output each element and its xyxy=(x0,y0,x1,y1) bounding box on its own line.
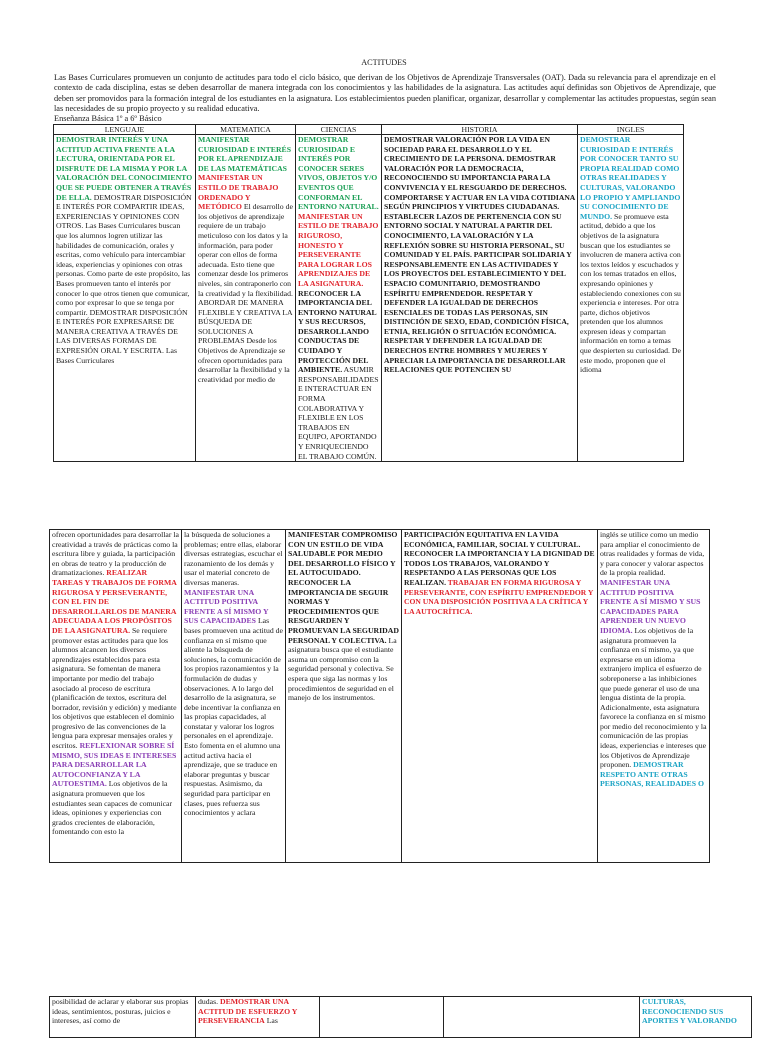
cell-ingles xyxy=(598,530,710,863)
cell-ciencias xyxy=(320,997,444,1038)
attitude-heading: DEMOSTRAR CURIOSIDAD E INTERÉS POR CONOCER SERES VIVOS, OBJETOS Y/O EVENTOS QUE CONFORMAN EL ENTORNO NATURAL. xyxy=(298,135,379,212)
cell-text: Se requiere promover estas actitudes para que los alumnos alcancen los diversos aprendizajes establecidos para esta asignatura. Se fomentan de manera importante por medio del trabajo asociado al proceso de escritura (planificación de textos, escritura del borrador, revisión y edición) y mediante los objetivos que establecen el dominio progresivo de las convenciones de la lengua para expresar mensajes orales y escritos. xyxy=(52,625,177,751)
table-row xyxy=(54,135,684,462)
cell-ciencias xyxy=(286,530,402,863)
cell-text: El desarrollo de los objetivos de aprendizaje requiere de un trabajo meticuloso con los datos y la información, para poder operar con ellos de forma adecuada. Esto tiene que comenzar desde los primeros niveles, sin contraponerlo con la creatividad y la flexibilidad. ABORDAR DE MANERA FLEXIBLE Y CREATIVA LA BÚSQUEDA DE SOLUCIONES A PROBLEMAS Desde los Objetivos de Aprendizaje se ofrecen oportunidades para desarrollar la flexibilidad y la creatividad por medio de xyxy=(198,202,293,384)
cell-text: Los objetivos de la asignatura promueven que los estudiantes sean capaces de comunicar ideas, opiniones y experiencias con grados crecientes de elaboración, fomentando con esto la xyxy=(52,779,173,837)
attitude-heading: MANIFESTAR UN ESTILO DE TRABAJO ORDENADO Y METÓDICO xyxy=(198,173,279,212)
cell-lenguaje xyxy=(50,530,182,863)
attitude-heading: CULTURAS, RECONOCIENDO SUS APORTES Y VALORANDO xyxy=(642,997,737,1026)
attitude-heading: TRABAJAR EN FORMA RIGUROSA Y PERSEVERANTE, CON ESPÍRITU EMPRENDEDOR Y CON UNA DISPOSICIÓN POSITIVA A LA CRÍTICA Y LA AUTOCRÍTICA. xyxy=(404,577,594,616)
header-ciencias: CIENCIAS xyxy=(296,125,382,135)
attitudes-table-page-2 xyxy=(49,529,710,863)
attitude-heading: DEMOSTRAR INTERÉS Y UNA ACTITUD ACTIVA FRENTE A LA LECTURA, ORIENTADA POR EL DISFRUTE DE LA MISMA Y POR LA VALORACIÓN DEL CONOCIMIENTO QUE SE PUEDE OBTENER A TRAVÉS DE ELLA. xyxy=(56,135,193,202)
cell-text: Las xyxy=(264,1016,278,1026)
attitude-heading: MANIFESTAR COMPROMISO CON UN ESTILO DE VIDA SALUDABLE POR MEDIO DEL DESARROLLO FÍSICO Y EL AUTOCUIDADO. RECONOCER LA IMPORTANCIA DE SEGUIR NORMAS Y PROCEDIMIENTOS QUE RESGUARDEN Y PROMUEVAN LA SEGURIDAD PERSONAL Y COLECTIVA. xyxy=(288,530,399,645)
attitude-heading: PARTICIPACIÓN EQUITATIVA EN LA VIDA ECONÓMICA, FAMILIAR, SOCIAL Y CULTURAL. RECONOCER LA IMPORTANCIA Y LA DIGNIDAD DE TODOS LOS TRABAJOS, VALORANDO Y RESPETANDO A LAS PERSONAS QUE LOS REALIZAN. xyxy=(404,530,595,587)
cell-ingles xyxy=(640,997,752,1038)
cell-text: inglés se utilice como un medio para ampliar el conocimiento de otras realidades y formas de vida, y para conocer y valorar aspectos de la propia realidad. xyxy=(600,530,705,578)
cell-text: La asignatura busca que el estudiante asuma un compromiso con la seguridad personal y colectiva. Se espera que siga las normas y los procedimientos de seguridad en el manejo de los instrumentos. xyxy=(288,635,397,703)
cell-matematica xyxy=(182,530,286,863)
attitudes-table-page-1 xyxy=(53,124,684,462)
table-row xyxy=(50,530,710,863)
table-header-row xyxy=(54,125,684,135)
attitude-heading: REALIZAR TAREAS Y TRABAJOS DE FORMA RIGUROSA Y PERSEVERANTE, CON EL FIN DE DESARROLLARLOS DE MANERA ADECUADA A LOS PROPÓSITOS DE LA ASIGNATURA. xyxy=(52,568,177,635)
intro-paragraph: Las Bases Curriculares promueven un conjunto de actitudes para todo el ciclo básico, que derivan de los Objetivos de Aprendizaje Transversales (OAT). Dada su relevancia para el aprendizaje en el contexto de cada disciplina, estas se deben desarrollar de manera integrada con los conocimientos y las habilidades de la asignatura. Las actitudes aquí definidas son Objetivos de Aprendizaje, que deben ser promovidos para la formación integral de los estudiantes en la asignatura. Los establecimientos pueden planificar, organizar, desarrollar y complementar las actitudes propuestas, según sean las necesidades de su propio proyecto y su realidad educativa. xyxy=(54,73,716,113)
attitude-heading: DEMOSTRAR CURIOSIDAD E INTERÉS POR CONOCER TANTO SU PROPIA REALIDAD COMO OTRAS REALIDADES Y CULTURAS, VALORANDO LO PROPIO Y AMPLIANDO SU CONOCIMIENTO DE MUNDO. xyxy=(580,135,681,221)
cell-text: Se promueve esta actitud, debido a que los objetivos de la asignatura buscan que los estudiantes se involucren de manera activa con los textos leídos y escuchados y con los temas tratados en ellos, expresando opiniones y estableciendo conexiones con su experiencia e intereses. Por otra parte, dichos objetivos pretenden que los alumnos expresen ideas y compartan información en torno a temas que despierten su curiosidad. De este modo, proponen que el idioma xyxy=(580,211,681,375)
table-row xyxy=(50,997,752,1038)
cell-text: Los objetivos de la asignatura promueven la confianza en sí mismo, ya que expresarse en un idioma extranjero implica el esfuerzo de sobreponerse a las inhibiciones que puede generar el uso de una lengua distinta de la propia. Adicionalmente, esta asignatura favorece la confianza en sí mismo por medio del reconocimiento y la comunicación de las propias ideas, experiencias e intereses que los Objetivos de Aprendizaje proponen. xyxy=(600,625,707,770)
cell-ingles xyxy=(578,135,684,462)
attitude-heading: DEMOSTRAR VALORACIÓN POR LA VIDA EN SOCIEDAD PARA EL DESARROLLO Y EL CRECIMIENTO DE LA PERSONA. DEMOSTRAR VALORACIÓN POR LA DEMOCRACIA, RECONOCIENDO SU IMPORTANCIA PARA LA CONVIVENCIA Y EL RESGUARDO DE DERECHOS. COMPORTARSE Y ACTUAR EN LA VIDA COTIDIANA SEGÚN PRINCIPIOS Y VIRTUDES CIUDADANAS. ESTABLECER LAZOS DE PERTENENCIA CON SU ENTORNO SOCIAL Y NATURAL A PARTIR DEL CONOCIMIENTO, LA VALORACIÓN Y LA REFLEXIÓN SOBRE SU HISTORIA PERSONAL, SU COMUNIDAD Y EL PAÍS. PARTICIPAR SOLIDARIA Y RESPONSABLEMENTE EN LAS ACTIVIDADES Y LOS PROYECTOS DEL ESTABLECIMIENTO Y DEL ESPACIO COMUNITARIO, DEMOSTRANDO ESPÍRITU EMPRENDEDOR. RESPETAR Y DEFENDER LA IGUALDAD DE DERECHOS ESENCIALES DE TODAS LAS PERSONAS, SIN DISTINCIÓN DE SEXO, EDAD, CONDICIÓN FÍSICA, ETNIA, RELIGIÓN O SITUACIÓN ECONÓMICA. RESPETAR Y DEFENDER LA IGUALDAD DE DERECHOS ENTRE HOMBRES Y MUJERES Y APRECIAR LA IMPORTANCIA DE DESARROLLAR RELACIONES QUE POTENCIEN SU xyxy=(384,135,575,375)
cell-text: ofrecen oportunidades para desarrollar la creatividad a través de prácticas como la escritura libre y guiada, la participación en obras de teatro y la producción de dramatizaciones. xyxy=(52,530,179,578)
cell-text: posibilidad de aclarar y elaborar sus propias ideas, sentimientos, posturas, juicios e intereses, así como de xyxy=(52,997,189,1026)
cell-ciencias xyxy=(296,135,382,462)
cell-text: Las bases promueven una actitud de confianza en sí mismo que aliente la búsqueda de soluciones, la comunicación de los propios razonamientos y la formulación de dudas y observaciones. A lo largo del desarrollo de la asignatura, se debe incentivar la confianza en las propias capacidades, al constatar y valorar los logros personales en el aprendizaje. Esto fomenta en el alumno una actitud activa hacia el aprendizaje, que se traduce en elaborar preguntas y buscar respuestas. Asimismo, da seguridad para participar en clases, pues refuerza sus conocimientos y aclara xyxy=(184,616,283,818)
cell-lenguaje xyxy=(50,997,196,1038)
cell-matematica xyxy=(196,997,320,1038)
attitude-heading: MANIFESTAR UNA ACTITUD POSITIVA FRENTE A SÍ MISMO Y SUS CAPACIDADES xyxy=(184,587,269,626)
page-title: ACTITUDES xyxy=(361,58,407,67)
header-lenguaje: LENGUAJE xyxy=(54,125,196,135)
attitude-heading: MANIFESTAR CURIOSIDAD E INTERÉS POR EL APRENDIZAJE DE LAS MATEMÁTICAS xyxy=(198,135,292,173)
attitude-heading: MANIFESTAR UN ESTILO DE TRABAJO RIGUROSO, HONESTO Y PERSEVERANTE PARA LOGRAR LOS APRENDIZAJES DE LA ASIGNATURA. xyxy=(298,211,379,288)
level-subtitle: Enseñanza Básica 1º a 6º Básico xyxy=(54,114,162,123)
attitude-heading: REFLEXIONAR SOBRE SÍ MISMO, SUS IDEAS E INTERESES PARA DESARROLLAR LA AUTOCONFIANZA Y LA AUTOESTIMA. xyxy=(52,741,177,789)
cell-text: la búsqueda de soluciones a problemas; entre ellas, elaborar diversas estrategias, escuchar el razonamiento de los demás y usar el material concreto de diversas maneras. xyxy=(184,530,283,587)
header-matematica: MATEMATICA xyxy=(196,125,296,135)
cell-text: dudas. xyxy=(198,997,220,1006)
attitude-heading: MANIFESTAR UNA ACTITUD POSITIVA FRENTE A SÍ MISMO Y SUS CAPACIDADES PARA APRENDER UN NUEVO IDIOMA. xyxy=(600,577,701,635)
cell-lenguaje xyxy=(54,135,196,462)
header-ingles: INGLES xyxy=(578,125,684,135)
attitude-heading: DEMOSTRAR UNA ACTITUD DE ESFUERZO Y PERSEVERANCIA xyxy=(198,997,298,1026)
cell-matematica xyxy=(196,135,296,462)
cell-text: DEMOSTRAR DISPOSICIÓN E INTERÉS POR COMPARTIR IDEAS, EXPERIENCIAS Y OPINIONES CON OTROS. Las Bases Curriculares buscan que los alumnos logren utilizar las habilidades de comunicación, orales y escritas, como vehículo para intercambiar ideas, experiencias y opiniones con otras personas. Como parte de este propósito, las Bases promueven tanto el interés por conocer lo que otros tienen que comunicar, como por expresar lo que se tenga por compartir. DEMOSTRAR DISPOSICIÓN E INTERÉS POR EXPRESARSE DE MANERA CREATIVA A TRAVÉS DE LAS DIVERSAS FORMAS DE EXPRESIÓN ORAL Y ESCRITA. Las Bases Curriculares xyxy=(56,192,192,365)
attitude-heading: RECONOCER LA IMPORTANCIA DEL ENTORNO NATURAL Y SUS RECURSOS, DESARROLLANDO CONDUCTAS DE CUIDADO Y PROTECCIÓN DEL AMBIENTE. xyxy=(298,288,377,375)
cell-text: ASUMIR RESPONSABILIDADES E INTERACTUAR EN FORMA COLABORATIVA Y FLEXIBLE EN LOS TRABAJOS EN EQUIPO, APORTANDO Y ENRIQUECIENDO EL TRABAJO COMÚN. xyxy=(298,365,379,461)
cell-historia xyxy=(402,530,598,863)
header-historia: HISTORIA xyxy=(382,125,578,135)
attitudes-table-page-3 xyxy=(49,996,752,1038)
cell-historia xyxy=(444,997,640,1038)
attitude-heading: DEMOSTRAR RESPETO ANTE OTRAS PERSONAS, REALIDADES O xyxy=(600,760,705,789)
cell-historia xyxy=(382,135,578,462)
